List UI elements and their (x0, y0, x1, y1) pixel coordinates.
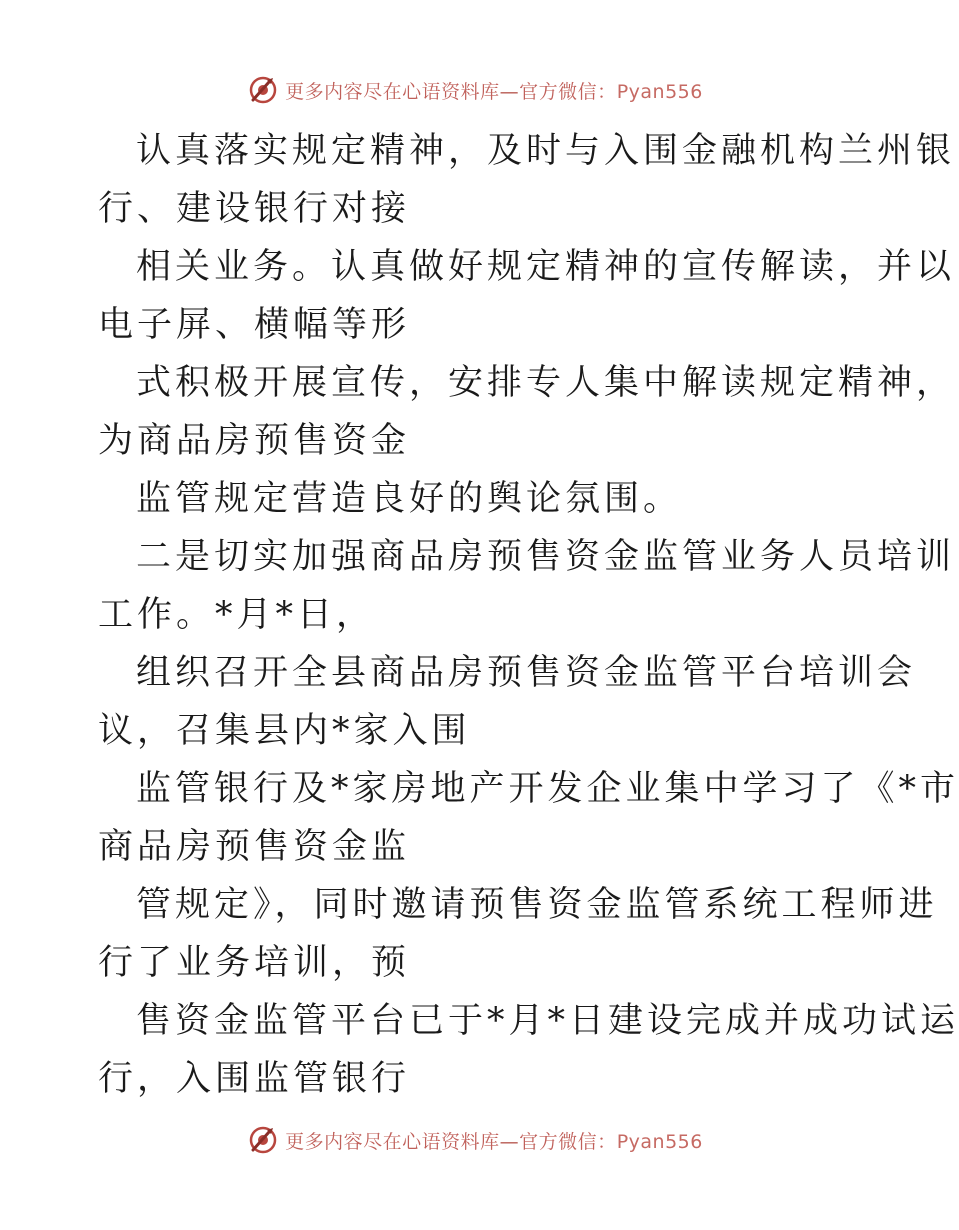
brush-logo-icon (247, 1124, 279, 1156)
watermark-brand: 更多内容尽在心语资料库 (285, 80, 500, 103)
watermark-official-label: 官方微信： (519, 1130, 617, 1153)
text-line-2: 行、建设银行对接 (98, 189, 411, 229)
text-line-4: 电子屏、横幅等形 (98, 305, 411, 345)
footer-watermark (0, 1120, 950, 1160)
text-line-15: 行了业务培训，预 (98, 943, 411, 983)
watermark-brand: 更多内容尽在心语资料库 (285, 1130, 500, 1153)
text-line-17: 行，入围监管银行 (98, 1059, 411, 1099)
watermark-separator: — (499, 1130, 520, 1153)
watermark-wechat-id: Pyan556 (616, 80, 703, 103)
text-line-13: 商品房预售资金监 (98, 827, 411, 867)
document-body (98, 122, 959, 1108)
text-line-10: 组织召开全县商品房预售资金监管平台培训会 (136, 653, 917, 693)
text-line-14: 管规定》，同时邀请预售资金监管系统工程师进 (136, 885, 938, 925)
watermark-separator: — (499, 80, 520, 103)
header-watermark (0, 70, 950, 110)
watermark-text (285, 77, 703, 104)
text-line-6: 为商品房预售资金 (98, 421, 411, 461)
text-line-3: 相关业务。认真做好规定精神的宣传解读，并以 (136, 247, 956, 287)
text-line-7: 监管规定营造良好的舆论氛围。 (136, 479, 683, 519)
text-line-5: 式积极开展宣传，安排专人集中解读规定精神， (136, 363, 956, 403)
watermark-wechat-id: Pyan556 (616, 1130, 703, 1153)
text-line-11: 议，召集县内*家入围 (98, 711, 471, 751)
text-line-1: 认真落实规定精神，及时与入围金融机构兰州银 (136, 131, 956, 171)
watermark-text (285, 1127, 703, 1154)
text-line-8: 二是切实加强商品房预售资金监管业务人员培训 (136, 537, 956, 577)
text-line-16: 售资金监管平台已于*月*日建设完成并成功试运 (136, 1001, 959, 1041)
watermark-official-label: 官方微信： (519, 80, 617, 103)
brush-logo-icon (247, 74, 279, 106)
text-line-9: 工作。*月*日， (98, 595, 376, 635)
text-line-12: 监管银行及*家房地产开发企业集中学习了《*市 (136, 769, 959, 809)
